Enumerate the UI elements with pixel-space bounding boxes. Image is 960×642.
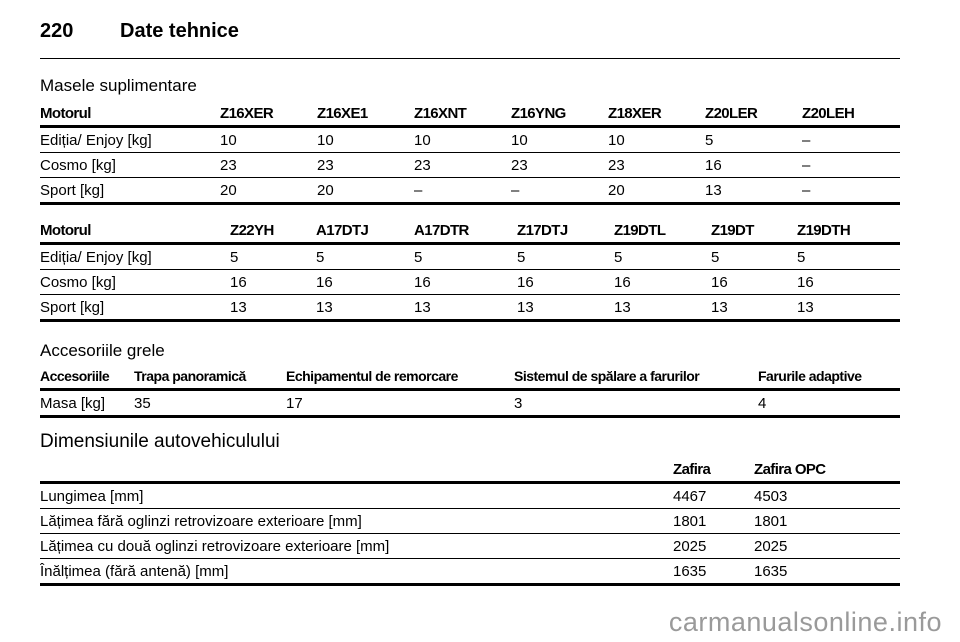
column-header: Z22YH (230, 218, 316, 244)
table-cell: 16 (705, 153, 802, 178)
column-header: Z20LER (705, 101, 802, 127)
watermark: carmanualsonline.info (668, 607, 942, 637)
row-label: Înălțimea (fără antenă) [mm] (40, 559, 673, 585)
heavy-accessories-table (40, 364, 900, 418)
table-header-row (40, 364, 900, 390)
table-cell: 20 (220, 178, 317, 204)
table-cell: 1635 (754, 559, 900, 585)
table-row (40, 244, 900, 270)
column-header: Z18XER (608, 101, 705, 127)
column-header: Zafira (673, 457, 754, 483)
table-cell: 10 (317, 127, 414, 153)
table-cell: 5 (711, 244, 797, 270)
row-label: Lungimea [mm] (40, 483, 673, 509)
table-cell: – (802, 178, 900, 204)
table-cell: 16 (414, 270, 517, 295)
table-cell: – (802, 127, 900, 153)
table-cell: 13 (414, 295, 517, 321)
vehicle-dimensions-table (40, 457, 900, 586)
page-header (40, 18, 900, 59)
row-label: Sport [kg] (40, 295, 230, 321)
table-cell: 13 (705, 178, 802, 204)
column-header: Z16XNT (414, 101, 511, 127)
table-row (40, 534, 900, 559)
table-row (40, 127, 900, 153)
column-header: Motorul (40, 218, 230, 244)
column-header: Motorul (40, 101, 220, 127)
column-header: Z19DT (711, 218, 797, 244)
column-header: Farurile adaptive (758, 364, 900, 390)
table-cell: 1801 (754, 509, 900, 534)
table-cell: 10 (414, 127, 511, 153)
section-title-heavy-accessories: Accesoriile grele (40, 341, 165, 360)
table-cell: – (511, 178, 608, 204)
table-cell: 13 (517, 295, 614, 321)
column-header (40, 457, 673, 483)
table-cell: 13 (711, 295, 797, 321)
table-cell: 23 (220, 153, 317, 178)
table-cell: – (414, 178, 511, 204)
table-cell: 16 (711, 270, 797, 295)
column-header: Trapa panoramică (134, 364, 286, 390)
table-cell: 16 (797, 270, 900, 295)
extra-weights-table-1 (40, 101, 900, 205)
section-title-extra-weights: Masele suplimentare (40, 76, 197, 95)
table-row (40, 153, 900, 178)
table-cell: 4503 (754, 483, 900, 509)
column-header: Echipamentul de remorcare (286, 364, 514, 390)
table-cell: 16 (316, 270, 414, 295)
table-cell: 5 (614, 244, 711, 270)
table-cell: 5 (316, 244, 414, 270)
table-header-row (40, 101, 900, 127)
table-cell: 1801 (673, 509, 754, 534)
table-cell: 3 (514, 390, 758, 417)
table-cell: 13 (316, 295, 414, 321)
table-cell: 23 (317, 153, 414, 178)
column-header: Z20LEH (802, 101, 900, 127)
table-cell: 2025 (754, 534, 900, 559)
table-cell: 16 (614, 270, 711, 295)
table-cell: 4467 (673, 483, 754, 509)
table-row (40, 559, 900, 585)
column-header: Z16XE1 (317, 101, 414, 127)
table-cell: 20 (608, 178, 705, 204)
column-header: Z16XER (220, 101, 317, 127)
row-label: Cosmo [kg] (40, 270, 230, 295)
extra-weights-table-2 (40, 218, 900, 322)
table-cell: 5 (414, 244, 517, 270)
table-cell: 10 (220, 127, 317, 153)
column-header: Accesoriile (40, 364, 134, 390)
table-cell: 1635 (673, 559, 754, 585)
column-header: Z16YNG (511, 101, 608, 127)
table-cell: 16 (230, 270, 316, 295)
table-cell: 10 (608, 127, 705, 153)
column-header: Zafira OPC (754, 457, 900, 483)
table-row (40, 483, 900, 509)
table-cell: 23 (511, 153, 608, 178)
column-header: A17DTR (414, 218, 517, 244)
table-cell: – (802, 153, 900, 178)
table-cell: 23 (608, 153, 705, 178)
table-row (40, 295, 900, 321)
table-cell: 2025 (673, 534, 754, 559)
table-cell: 17 (286, 390, 514, 417)
column-header: A17DTJ (316, 218, 414, 244)
page-title: Date tehnice (120, 20, 239, 42)
page-number: 220 (40, 20, 74, 42)
table-row (40, 270, 900, 295)
table-cell: 13 (797, 295, 900, 321)
table-row (40, 390, 900, 417)
column-header: Sistemul de spălare a farurilor (514, 364, 758, 390)
row-label: Lățimea fără oglinzi retrovizoare exterioare [mm] (40, 509, 673, 534)
row-label: Masa [kg] (40, 390, 134, 417)
table-cell: 4 (758, 390, 900, 417)
table-cell: 13 (230, 295, 316, 321)
row-label: Ediția/ Enjoy [kg] (40, 127, 220, 153)
column-header: Z19DTL (614, 218, 711, 244)
table-cell: 5 (517, 244, 614, 270)
row-label: Sport [kg] (40, 178, 220, 204)
table-row (40, 178, 900, 204)
table-cell: 35 (134, 390, 286, 417)
table-cell: 5 (797, 244, 900, 270)
table-cell: 23 (414, 153, 511, 178)
column-header: Z17DTJ (517, 218, 614, 244)
row-label: Lățimea cu două oglinzi retrovizoare exterioare [mm] (40, 534, 673, 559)
table-header-row (40, 457, 900, 483)
row-label: Ediția/ Enjoy [kg] (40, 244, 230, 270)
table-row (40, 509, 900, 534)
table-cell: 5 (705, 127, 802, 153)
table-cell: 16 (517, 270, 614, 295)
table-cell: 13 (614, 295, 711, 321)
section-title-vehicle-dimensions: Dimensiunile autovehiculului (40, 431, 280, 452)
table-header-row (40, 218, 900, 244)
table-cell: 10 (511, 127, 608, 153)
table-cell: 5 (230, 244, 316, 270)
row-label: Cosmo [kg] (40, 153, 220, 178)
column-header: Z19DTH (797, 218, 900, 244)
table-cell: 20 (317, 178, 414, 204)
